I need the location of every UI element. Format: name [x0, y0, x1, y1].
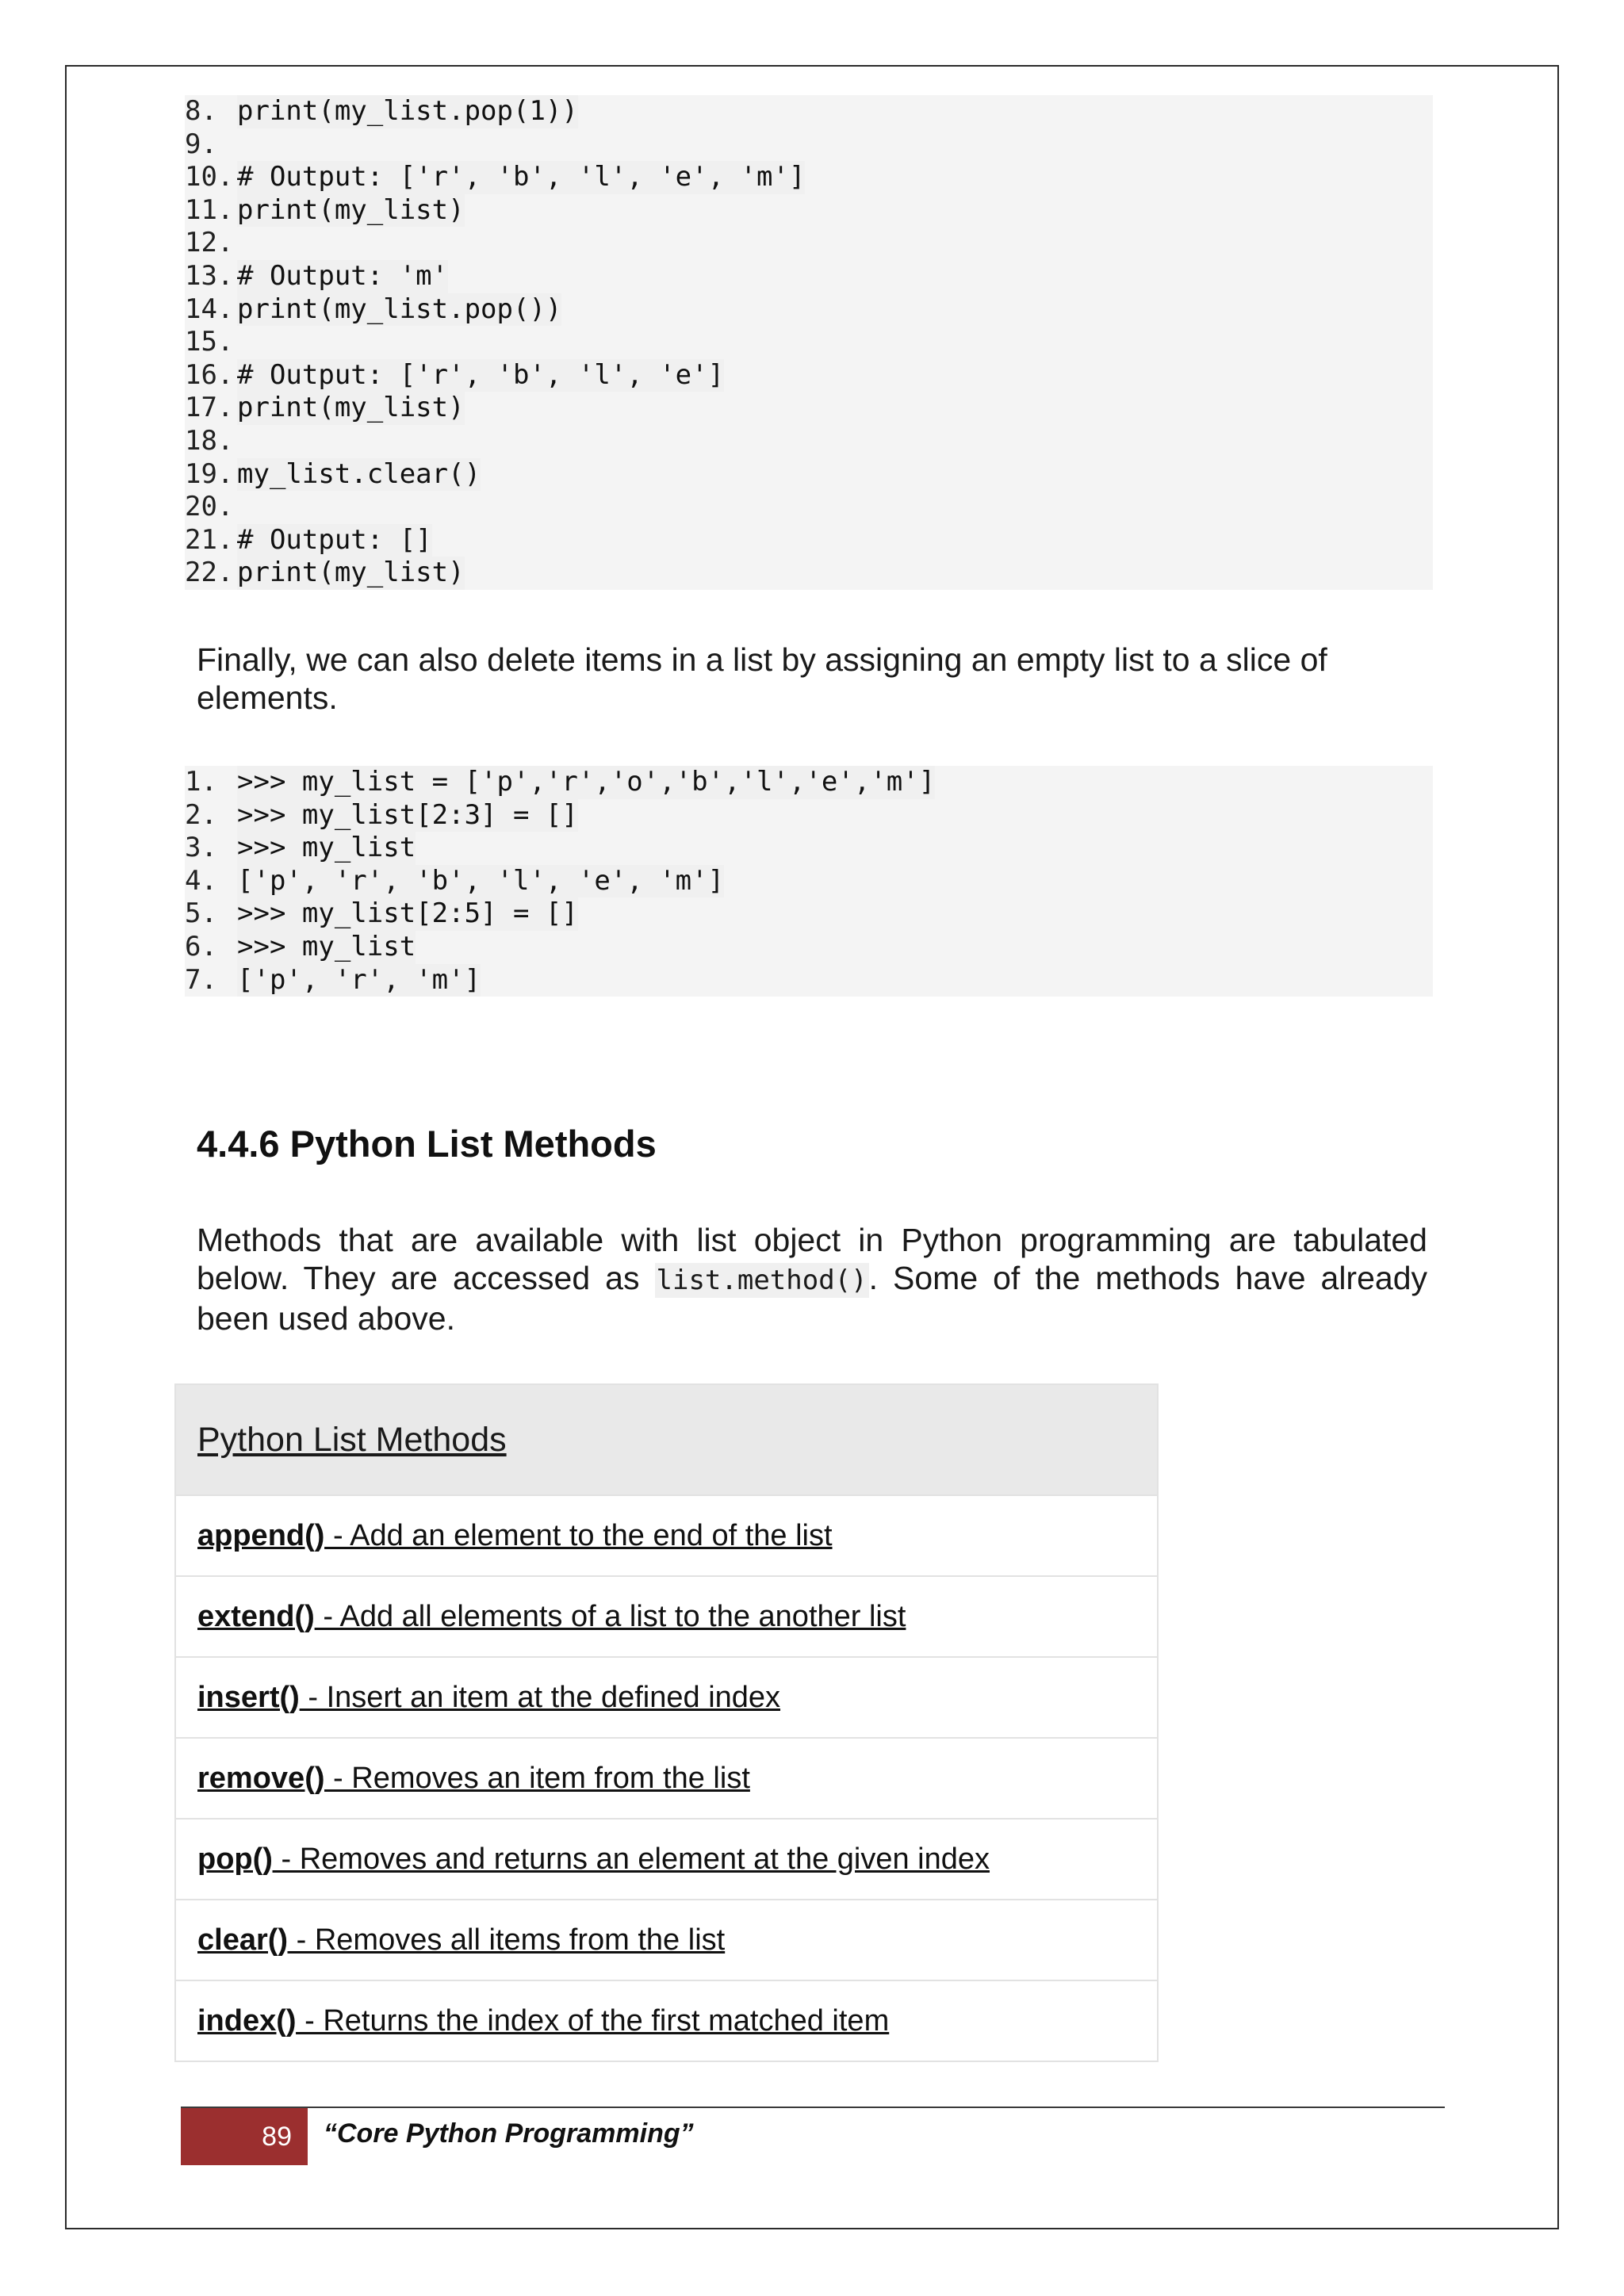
- line-number: 21.: [185, 523, 234, 556]
- code-line: [185, 128, 1433, 162]
- method-description: - Add all elements of a list to the another list: [314, 1599, 906, 1633]
- code-line: [185, 832, 1433, 865]
- line-number: 14.: [185, 293, 234, 325]
- code-text: # Output: ['r', 'b', 'l', 'e', 'm']: [237, 161, 806, 193]
- code-line: [185, 799, 1433, 832]
- code-text: >>> my_list = ['p','r','o','b','l','e','m']: [237, 766, 936, 798]
- method-description: - Removes and returns an element at the given index: [272, 1842, 990, 1876]
- method-name: index(): [197, 2003, 297, 2038]
- line-number: 15.: [185, 326, 234, 358]
- code-line: [185, 227, 1433, 260]
- table-row: [176, 1899, 1157, 1980]
- code-line: [185, 392, 1433, 425]
- paragraph-list-methods-intro: [197, 1221, 1427, 1337]
- line-number: 22.: [185, 557, 234, 589]
- code-line: [185, 931, 1433, 964]
- method-name: extend(): [197, 1599, 315, 1633]
- line-number: 16.: [185, 358, 234, 391]
- line-number: 8.: [185, 95, 217, 127]
- method-description: - Insert an item at the defined index: [299, 1680, 781, 1714]
- table-row: [176, 1818, 1157, 1899]
- line-number: 18.: [185, 424, 234, 457]
- inline-code-list-method: list.method(): [656, 1265, 868, 1296]
- line-number: 20.: [185, 491, 234, 523]
- table-row: [176, 1494, 1157, 1575]
- code-line: [185, 964, 1433, 997]
- code-text: ['p', 'r', 'b', 'l', 'e', 'm']: [237, 864, 725, 897]
- line-number: 2.: [185, 798, 217, 831]
- method-name: pop(): [197, 1842, 273, 1876]
- footer-divider: [181, 2107, 1445, 2108]
- book-title: “Core Python Programming”: [324, 2118, 694, 2149]
- code-block-pop-clear: [185, 95, 1433, 590]
- code-line: [185, 865, 1433, 898]
- method-name: clear(): [197, 1923, 289, 1957]
- code-line: [185, 557, 1433, 590]
- code-line: [185, 95, 1433, 128]
- code-text: >>> my_list: [237, 930, 416, 962]
- line-number: 12.: [185, 227, 234, 259]
- line-number: 7.: [185, 963, 217, 996]
- method-name: append(): [197, 1518, 325, 1552]
- line-number: 17.: [185, 392, 234, 424]
- method-description: - Removes all items from the list: [288, 1923, 726, 1957]
- paragraph-slice-delete: Finally, we can also delete items in a list by assigning an empty list to a slice of elements.: [197, 641, 1327, 716]
- line-number: 19.: [185, 457, 234, 490]
- table-row: [176, 1737, 1157, 1818]
- code-line: [185, 161, 1433, 194]
- code-text: ['p', 'r', 'm']: [237, 963, 481, 996]
- line-number: 6.: [185, 930, 217, 962]
- code-line: [185, 326, 1433, 359]
- table-row: [176, 1575, 1157, 1656]
- method-description: - Removes an item from the list: [324, 1761, 750, 1795]
- code-line: [185, 458, 1433, 492]
- code-line: [185, 491, 1433, 524]
- code-text: print(my_list.pop(1)): [237, 95, 578, 127]
- code-line: [185, 524, 1433, 557]
- code-line: [185, 293, 1433, 327]
- table-row: [176, 1980, 1157, 2061]
- code-text: # Output: ['r', 'b', 'l', 'e']: [237, 358, 725, 391]
- method-description: - Add an element to the end of the list: [324, 1518, 833, 1552]
- intro-text-before: Methods that are available with list object in Python programming are tabulated below. They are accessed as: [197, 1222, 1427, 1296]
- code-line: [185, 897, 1433, 931]
- line-number: 1.: [185, 766, 217, 798]
- intro-text-after: . Some of the methods have already been used above.: [197, 1260, 1427, 1337]
- code-text: print(my_list): [237, 557, 465, 589]
- method-name: insert(): [197, 1680, 300, 1714]
- line-number: 10.: [185, 161, 234, 193]
- code-text: >>> my_list[2:3] = []: [237, 798, 578, 831]
- code-text: # Output: 'm': [237, 259, 449, 292]
- code-text: # Output: []: [237, 523, 432, 556]
- code-text: print(my_list): [237, 392, 465, 424]
- code-line: [185, 260, 1433, 293]
- page-number: 89: [181, 2108, 308, 2165]
- line-number: 5.: [185, 897, 217, 930]
- method-description: - Returns the index of the first matched item: [296, 2003, 890, 2038]
- line-number: 3.: [185, 832, 217, 864]
- line-number: 4.: [185, 864, 217, 897]
- code-text: print(my_list): [237, 193, 465, 226]
- code-text: my_list.clear(): [237, 457, 481, 490]
- code-line: [185, 194, 1433, 228]
- code-text: print(my_list.pop()): [237, 293, 562, 325]
- code-line: [185, 766, 1433, 799]
- code-text: >>> my_list: [237, 832, 416, 864]
- line-number: 11.: [185, 193, 234, 226]
- line-number: 13.: [185, 259, 234, 292]
- list-methods-table: [174, 1383, 1159, 2062]
- code-text: >>> my_list[2:5] = []: [237, 897, 578, 930]
- method-name: remove(): [197, 1761, 325, 1795]
- line-number: 9.: [185, 128, 217, 160]
- table-row: [176, 1656, 1157, 1737]
- table-header: Python List Methods: [176, 1385, 1157, 1494]
- code-block-slice-assign: [185, 766, 1433, 997]
- code-line: [185, 359, 1433, 392]
- code-line: [185, 425, 1433, 458]
- section-heading: 4.4.6 Python List Methods: [197, 1123, 657, 1165]
